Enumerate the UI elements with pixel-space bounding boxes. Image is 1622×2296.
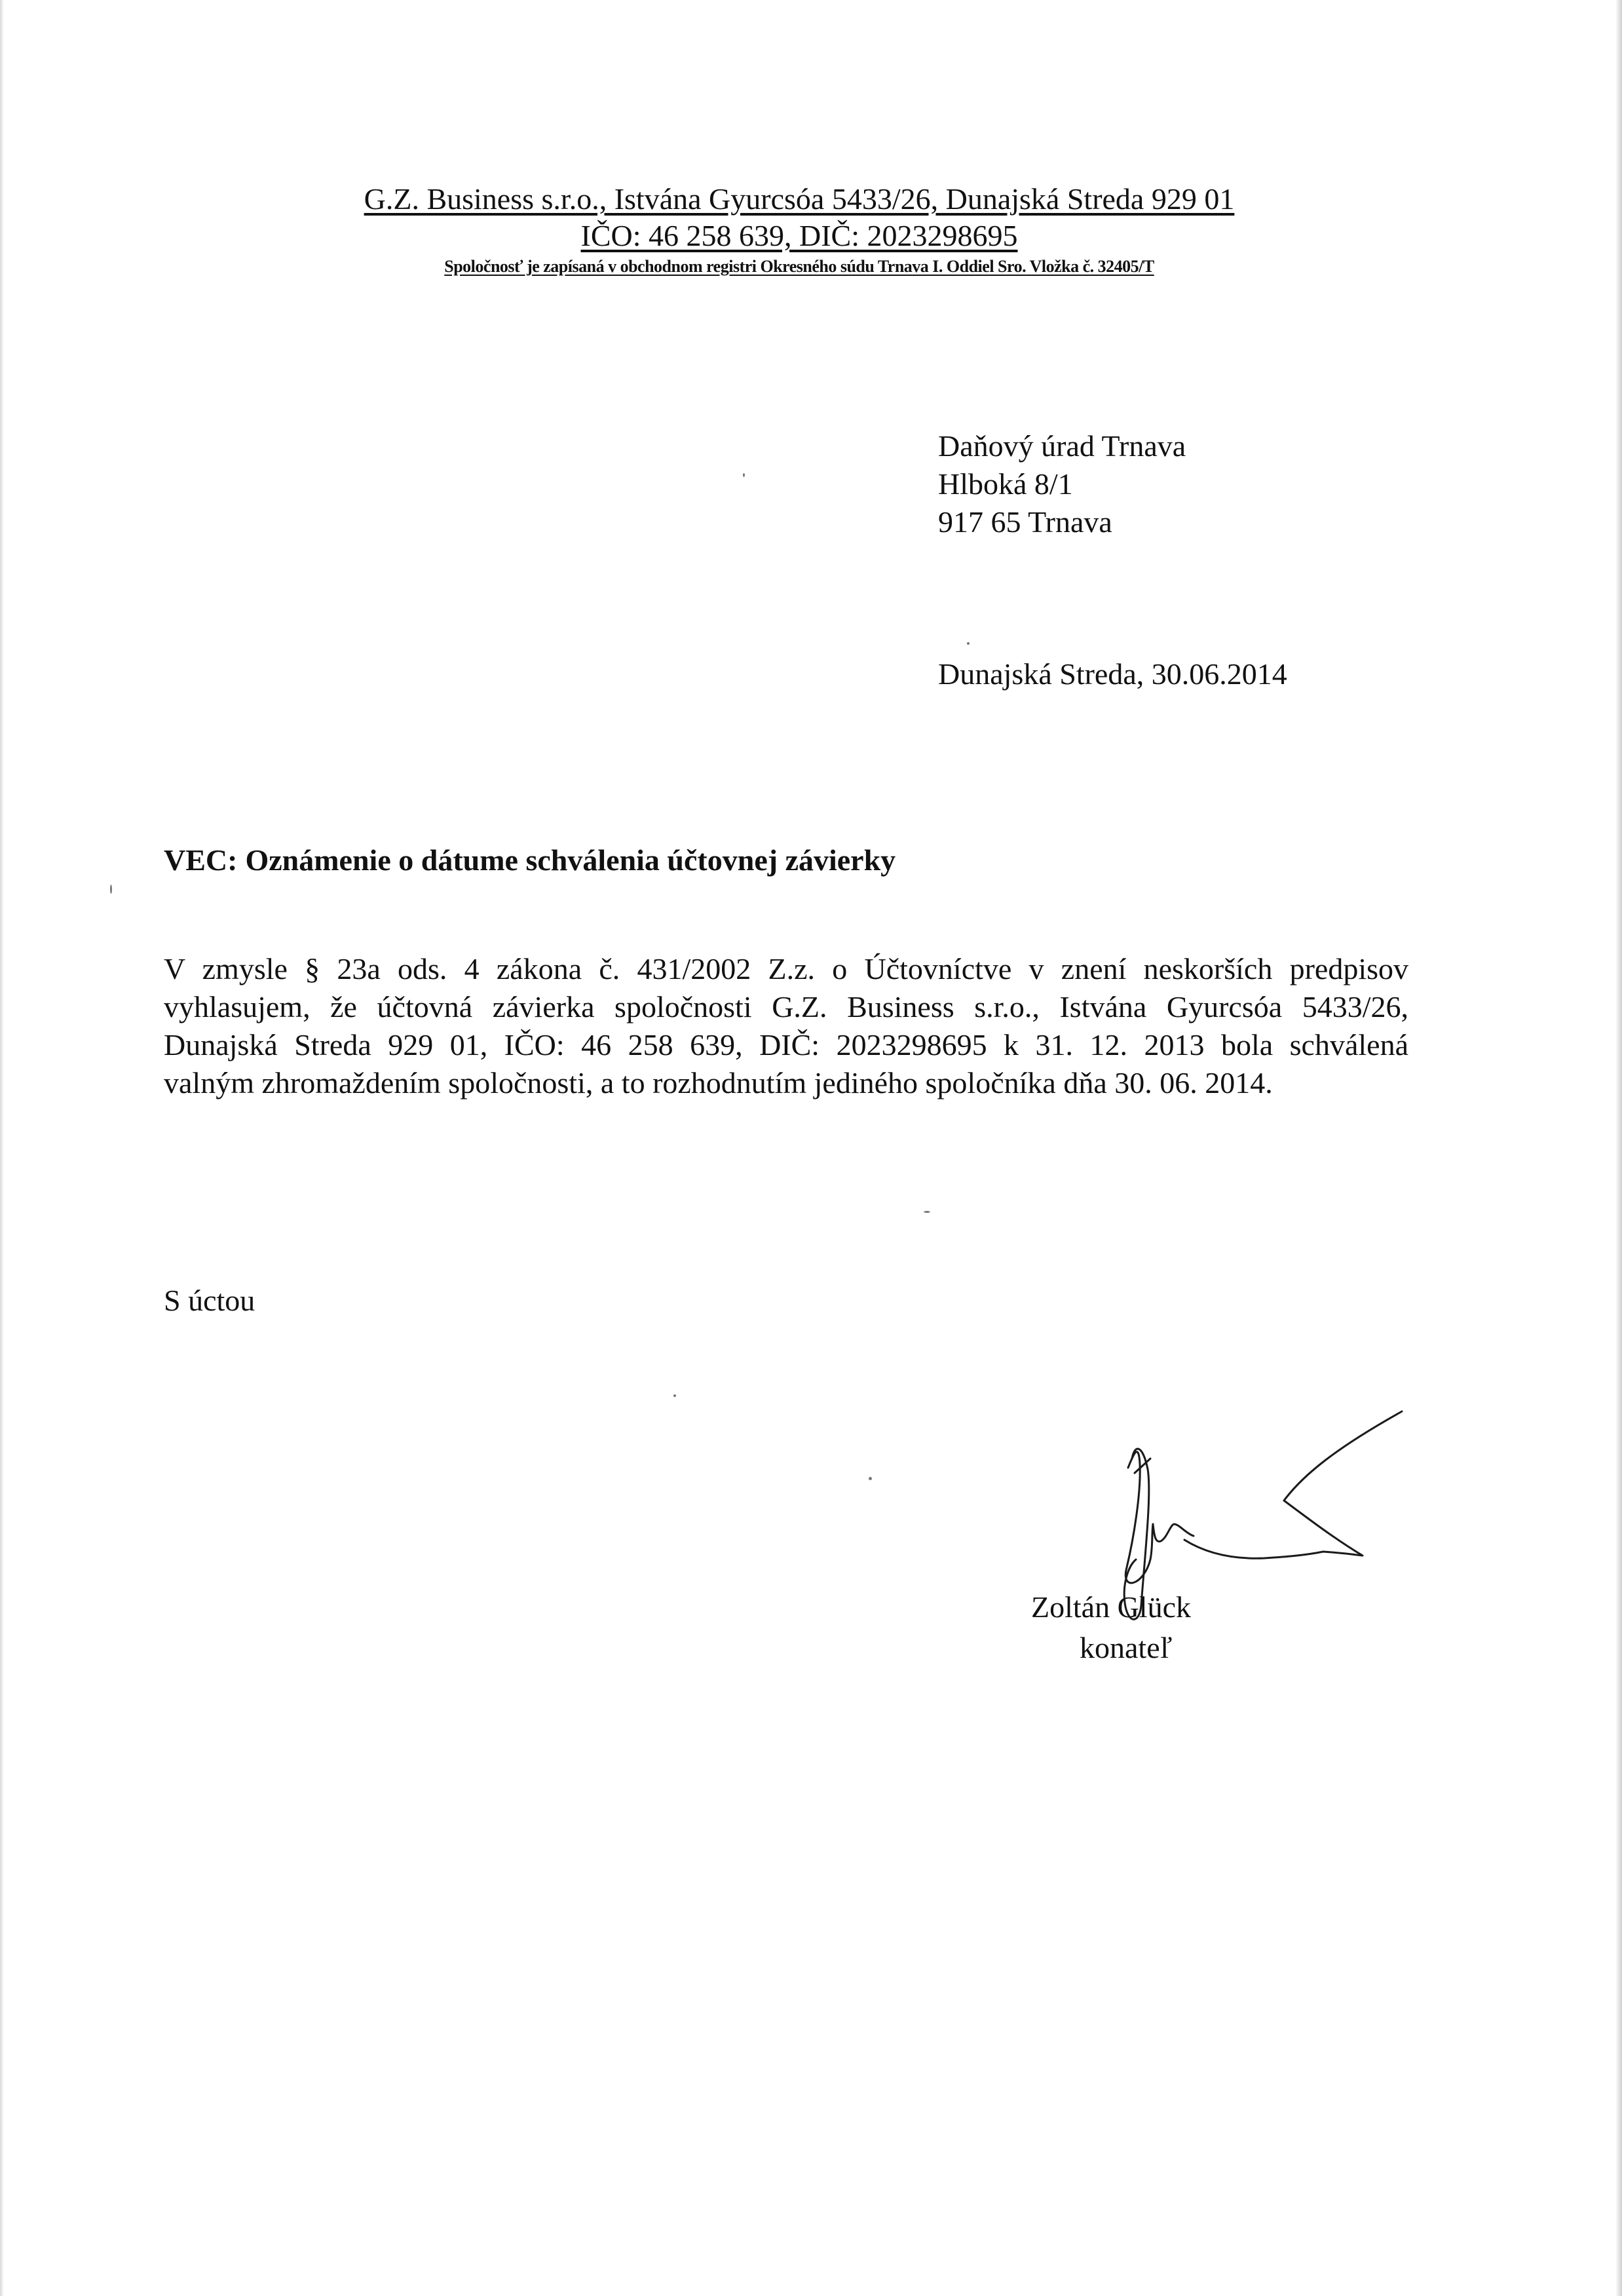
place-and-date: Dunajská Streda, 30.06.2014 [938, 657, 1287, 691]
letterhead-registry-line: Spoločnosť je zapísaná v obchodnom registri Okresného súdu Trnava I. Oddiel Sro. Vložka č. 32405/T [444, 257, 1154, 276]
recipient-street: Hlboká 8/1 [938, 467, 1073, 501]
letterhead-company-line: G.Z. Business s.r.o., Istvána Gyurcsóa 5433/26, Dunajská Streda 929 01 [364, 182, 1235, 216]
scan-speck [967, 642, 970, 645]
body-line: vyhlasujem, že účtovná závierka spoločnosti G.Z. Business s.r.o., Istvána Gyurcsóa 5433/26, [164, 990, 1408, 1024]
letterhead [288, 181, 1310, 279]
letterhead-ids-line: IČO: 46 258 639, DIČ: 2023298695 [580, 219, 1018, 252]
body-line: Dunajská Streda 929 01, IČO: 46 258 639, DIČ: 2023298695 k 31. 12. 2013 bola schválená [164, 1028, 1408, 1062]
scan-speck [673, 1394, 676, 1397]
recipient-name: Daňový úrad Trnava [938, 429, 1186, 463]
recipient-address [938, 427, 1186, 541]
subject-line [164, 841, 896, 879]
subject-label: VEC: [164, 843, 238, 877]
body-line: valným zhromaždením spoločnosti, a to rozhodnutím jediného spoločníka dňa 30. 06. 2014. [164, 1066, 1273, 1100]
scan-speck [743, 473, 745, 477]
signer-title: konateľ [1080, 1631, 1173, 1664]
scan-speck [869, 1477, 872, 1480]
scan-edge-right [1615, 0, 1622, 2296]
subject-text: Oznámenie o dátume schválenia účtovnej závierky [245, 843, 896, 877]
scan-edge-left [0, 0, 4, 2296]
closing-salutation: S úctou [164, 1284, 255, 1317]
body-paragraph [164, 950, 1408, 1102]
scan-speck [110, 885, 112, 894]
body-line: V zmysle § 23a ods. 4 zákona č. 431/2002 Z.z. o Účtovníctve v znení neskorších predpisov [164, 952, 1408, 985]
signer-name: Zoltán Glück [1031, 1590, 1191, 1624]
scan-speck [924, 1211, 930, 1213]
recipient-city: 917 65 Trnava [938, 505, 1112, 539]
